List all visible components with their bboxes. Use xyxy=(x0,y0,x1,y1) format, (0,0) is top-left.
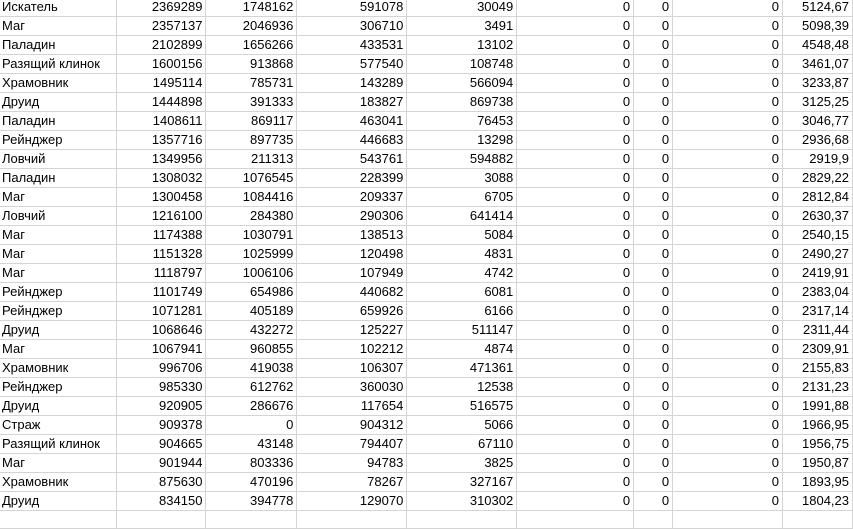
value-cell[interactable]: 1893,95 xyxy=(782,473,852,492)
value-cell[interactable]: 1118797 xyxy=(117,264,206,283)
value-cell[interactable]: 0 xyxy=(634,359,673,378)
value-cell[interactable]: 1216100 xyxy=(117,207,206,226)
value-cell[interactable]: 3233,87 xyxy=(782,74,852,93)
value-cell[interactable]: 0 xyxy=(634,492,673,511)
table-row xyxy=(0,55,853,74)
table-row xyxy=(0,131,853,150)
value-cell[interactable]: 511147 xyxy=(407,321,517,340)
value-cell[interactable]: 1174388 xyxy=(117,226,206,245)
value-cell[interactable]: 0 xyxy=(517,416,634,435)
class-name-cell[interactable]: Паладин xyxy=(0,112,117,131)
value-cell[interactable]: 286676 xyxy=(206,397,297,416)
value-cell[interactable]: 0 xyxy=(517,321,634,340)
value-cell[interactable]: 1956,75 xyxy=(782,435,852,454)
class-name-cell[interactable]: Храмовник xyxy=(0,473,117,492)
value-cell[interactable]: 0 xyxy=(673,492,783,511)
value-cell[interactable]: 0 xyxy=(673,283,783,302)
table-row xyxy=(0,36,853,55)
value-cell[interactable]: 612762 xyxy=(206,378,297,397)
value-cell[interactable]: 2383,04 xyxy=(782,283,852,302)
table-row xyxy=(0,207,853,226)
value-cell[interactable]: 1991,88 xyxy=(782,397,852,416)
value-cell[interactable]: 0 xyxy=(634,131,673,150)
value-cell[interactable]: 0 xyxy=(673,264,783,283)
class-name-cell[interactable]: Маг xyxy=(0,226,117,245)
table-row xyxy=(0,226,853,245)
value-cell[interactable]: 4548,48 xyxy=(782,36,852,55)
value-cell[interactable]: 0 xyxy=(517,36,634,55)
value-cell[interactable]: 0 xyxy=(517,378,634,397)
value-cell[interactable]: 834150 xyxy=(117,492,206,511)
value-cell[interactable]: 2630,37 xyxy=(782,207,852,226)
class-name-cell[interactable]: Друид xyxy=(0,397,117,416)
value-cell[interactable]: 0 xyxy=(517,359,634,378)
value-cell[interactable]: 2829,22 xyxy=(782,169,852,188)
value-cell[interactable]: 1068646 xyxy=(117,321,206,340)
value-cell[interactable]: 12538 xyxy=(407,378,517,397)
value-cell[interactable]: 13298 xyxy=(407,131,517,150)
value-cell[interactable]: 107949 xyxy=(297,264,407,283)
value-cell[interactable]: 108748 xyxy=(407,55,517,74)
value-cell[interactable]: 0 xyxy=(673,245,783,264)
value-cell[interactable]: 6166 xyxy=(407,302,517,321)
value-cell[interactable]: 0 xyxy=(634,340,673,359)
value-cell[interactable] xyxy=(634,511,673,529)
table-row xyxy=(0,511,853,529)
value-cell[interactable] xyxy=(206,511,297,529)
value-cell[interactable]: 2046936 xyxy=(206,17,297,36)
value-cell[interactable]: 785731 xyxy=(206,74,297,93)
value-cell[interactable]: 78267 xyxy=(297,473,407,492)
value-cell[interactable]: 0 xyxy=(517,264,634,283)
value-cell[interactable]: 0 xyxy=(673,0,783,17)
value-cell[interactable]: 654986 xyxy=(206,283,297,302)
value-cell[interactable]: 43148 xyxy=(206,435,297,454)
value-cell[interactable]: 125227 xyxy=(297,321,407,340)
value-cell[interactable]: 360030 xyxy=(297,378,407,397)
value-cell[interactable]: 394778 xyxy=(206,492,297,511)
class-name-cell[interactable]: Маг xyxy=(0,188,117,207)
value-cell[interactable]: 1084416 xyxy=(206,188,297,207)
value-cell[interactable]: 0 xyxy=(673,131,783,150)
value-cell[interactable]: 960855 xyxy=(206,340,297,359)
table-row xyxy=(0,112,853,131)
value-cell[interactable]: 117654 xyxy=(297,397,407,416)
value-cell[interactable]: 659926 xyxy=(297,302,407,321)
value-cell[interactable]: 94783 xyxy=(297,454,407,473)
value-cell[interactable]: 0 xyxy=(517,188,634,207)
value-cell[interactable]: 794407 xyxy=(297,435,407,454)
value-cell[interactable]: 5098,39 xyxy=(782,17,852,36)
value-cell[interactable]: 2419,91 xyxy=(782,264,852,283)
value-cell[interactable]: 0 xyxy=(673,36,783,55)
class-name-cell[interactable]: Разящий клинок xyxy=(0,55,117,74)
value-cell[interactable]: 0 xyxy=(517,226,634,245)
value-cell[interactable]: 0 xyxy=(517,169,634,188)
value-cell[interactable]: 3046,77 xyxy=(782,112,852,131)
class-name-cell[interactable]: Маг xyxy=(0,340,117,359)
value-cell[interactable]: 306710 xyxy=(297,17,407,36)
value-cell[interactable]: 641414 xyxy=(407,207,517,226)
value-cell[interactable]: 0 xyxy=(634,416,673,435)
value-cell[interactable]: 1025999 xyxy=(206,245,297,264)
value-cell[interactable]: 0 xyxy=(634,150,673,169)
value-cell[interactable]: 0 xyxy=(673,397,783,416)
class-name-cell[interactable]: Рейнджер xyxy=(0,302,117,321)
value-cell[interactable]: 4742 xyxy=(407,264,517,283)
class-name-cell[interactable]: Паладин xyxy=(0,169,117,188)
value-cell[interactable]: 290306 xyxy=(297,207,407,226)
value-cell[interactable]: 4831 xyxy=(407,245,517,264)
value-cell[interactable]: 1966,95 xyxy=(782,416,852,435)
value-cell[interactable]: 0 xyxy=(517,207,634,226)
value-cell[interactable]: 909378 xyxy=(117,416,206,435)
value-cell[interactable]: 0 xyxy=(673,207,783,226)
value-cell[interactable]: 2812,84 xyxy=(782,188,852,207)
class-name-cell[interactable]: Храмовник xyxy=(0,359,117,378)
value-cell[interactable]: 0 xyxy=(517,473,634,492)
table-row xyxy=(0,74,853,93)
value-cell[interactable]: 0 xyxy=(517,112,634,131)
value-cell[interactable]: 0 xyxy=(517,74,634,93)
value-cell[interactable]: 0 xyxy=(517,492,634,511)
value-cell[interactable]: 594882 xyxy=(407,150,517,169)
value-cell[interactable]: 0 xyxy=(673,112,783,131)
value-cell[interactable]: 591078 xyxy=(297,0,407,17)
class-name-cell[interactable]: Друид xyxy=(0,492,117,511)
value-cell[interactable]: 0 xyxy=(634,55,673,74)
value-cell[interactable]: 1071281 xyxy=(117,302,206,321)
value-cell[interactable]: 0 xyxy=(634,169,673,188)
value-cell[interactable]: 5066 xyxy=(407,416,517,435)
value-cell[interactable]: 0 xyxy=(634,207,673,226)
class-name-cell[interactable]: Маг xyxy=(0,17,117,36)
value-cell[interactable]: 2936,68 xyxy=(782,131,852,150)
value-cell[interactable] xyxy=(117,511,206,529)
value-cell[interactable]: 405189 xyxy=(206,302,297,321)
value-cell[interactable]: 0 xyxy=(673,188,783,207)
value-cell[interactable]: 0 xyxy=(517,55,634,74)
value-cell[interactable]: 901944 xyxy=(117,454,206,473)
value-cell[interactable]: 1444898 xyxy=(117,93,206,112)
table-row xyxy=(0,283,853,302)
value-cell[interactable]: 0 xyxy=(634,397,673,416)
table-row xyxy=(0,397,853,416)
class-name-cell[interactable]: Ловчий xyxy=(0,207,117,226)
value-cell[interactable]: 0 xyxy=(673,473,783,492)
value-cell[interactable]: 0 xyxy=(673,302,783,321)
value-cell[interactable]: 0 xyxy=(517,435,634,454)
table-row xyxy=(0,454,853,473)
value-cell[interactable]: 2357137 xyxy=(117,17,206,36)
class-name-cell[interactable] xyxy=(0,511,117,529)
value-cell[interactable]: 0 xyxy=(673,435,783,454)
table-row xyxy=(0,188,853,207)
value-cell[interactable]: 183827 xyxy=(297,93,407,112)
value-cell[interactable]: 1308032 xyxy=(117,169,206,188)
value-cell[interactable]: 913868 xyxy=(206,55,297,74)
value-cell[interactable]: 143289 xyxy=(297,74,407,93)
value-cell[interactable]: 1076545 xyxy=(206,169,297,188)
value-cell[interactable]: 0 xyxy=(673,17,783,36)
value-cell[interactable]: 0 xyxy=(517,131,634,150)
table-row xyxy=(0,340,853,359)
value-cell[interactable]: 0 xyxy=(634,36,673,55)
value-cell[interactable]: 129070 xyxy=(297,492,407,511)
value-cell[interactable]: 875630 xyxy=(117,473,206,492)
value-cell[interactable]: 3461,07 xyxy=(782,55,852,74)
value-cell[interactable]: 471361 xyxy=(407,359,517,378)
value-cell[interactable]: 106307 xyxy=(297,359,407,378)
value-cell[interactable]: 446683 xyxy=(297,131,407,150)
value-cell[interactable]: 1101749 xyxy=(117,283,206,302)
table-row xyxy=(0,264,853,283)
value-cell[interactable]: 0 xyxy=(517,454,634,473)
value-cell[interactable]: 0 xyxy=(517,0,634,17)
value-cell[interactable]: 1357716 xyxy=(117,131,206,150)
value-cell[interactable]: 1349956 xyxy=(117,150,206,169)
table-row xyxy=(0,17,853,36)
value-cell[interactable]: 2311,44 xyxy=(782,321,852,340)
value-cell[interactable]: 1030791 xyxy=(206,226,297,245)
value-cell[interactable]: 904665 xyxy=(117,435,206,454)
value-cell[interactable]: 2155,83 xyxy=(782,359,852,378)
value-cell[interactable]: 577540 xyxy=(297,55,407,74)
value-cell[interactable] xyxy=(673,511,783,529)
value-cell[interactable]: 1748162 xyxy=(206,0,297,17)
table-row xyxy=(0,359,853,378)
class-name-cell[interactable]: Рейнджер xyxy=(0,131,117,150)
value-cell[interactable]: 1067941 xyxy=(117,340,206,359)
class-name-cell[interactable]: Ловчий xyxy=(0,150,117,169)
value-cell[interactable]: 0 xyxy=(673,321,783,340)
class-name-cell[interactable]: Друид xyxy=(0,321,117,340)
table-row xyxy=(0,473,853,492)
table-row xyxy=(0,169,853,188)
value-cell[interactable]: 120498 xyxy=(297,245,407,264)
value-cell[interactable]: 0 xyxy=(517,302,634,321)
value-cell[interactable]: 440682 xyxy=(297,283,407,302)
value-cell[interactable]: 211313 xyxy=(206,150,297,169)
class-name-cell[interactable]: Страж xyxy=(0,416,117,435)
table-row xyxy=(0,492,853,511)
class-name-cell[interactable]: Маг xyxy=(0,245,117,264)
value-cell[interactable]: 6705 xyxy=(407,188,517,207)
value-cell[interactable]: 2131,23 xyxy=(782,378,852,397)
class-name-cell[interactable]: Маг xyxy=(0,454,117,473)
value-cell[interactable]: 566094 xyxy=(407,74,517,93)
value-cell[interactable]: 0 xyxy=(634,435,673,454)
value-cell[interactable]: 0 xyxy=(673,150,783,169)
value-cell[interactable]: 2309,91 xyxy=(782,340,852,359)
value-cell[interactable]: 0 xyxy=(673,74,783,93)
value-cell[interactable]: 0 xyxy=(517,245,634,264)
value-cell[interactable]: 0 xyxy=(634,74,673,93)
value-cell[interactable]: 0 xyxy=(634,454,673,473)
class-name-cell[interactable]: Паладин xyxy=(0,36,117,55)
value-cell[interactable]: 1950,87 xyxy=(782,454,852,473)
value-cell[interactable]: 209337 xyxy=(297,188,407,207)
value-cell[interactable]: 327167 xyxy=(407,473,517,492)
value-cell[interactable]: 0 xyxy=(634,17,673,36)
value-cell[interactable]: 0 xyxy=(634,321,673,340)
value-cell[interactable]: 0 xyxy=(517,283,634,302)
value-cell[interactable]: 0 xyxy=(673,378,783,397)
value-cell[interactable]: 0 xyxy=(634,378,673,397)
value-cell[interactable]: 1300458 xyxy=(117,188,206,207)
value-cell[interactable] xyxy=(517,511,634,529)
class-name-cell[interactable]: Рейнджер xyxy=(0,283,117,302)
value-cell[interactable]: 0 xyxy=(673,93,783,112)
value-cell[interactable]: 803336 xyxy=(206,454,297,473)
table-row xyxy=(0,302,853,321)
value-cell[interactable]: 4874 xyxy=(407,340,517,359)
value-cell[interactable]: 0 xyxy=(517,340,634,359)
value-cell[interactable]: 0 xyxy=(673,359,783,378)
value-cell[interactable]: 310302 xyxy=(407,492,517,511)
value-cell[interactable]: 138513 xyxy=(297,226,407,245)
value-cell[interactable]: 5084 xyxy=(407,226,517,245)
table-row xyxy=(0,150,853,169)
table-row xyxy=(0,378,853,397)
value-cell[interactable]: 0 xyxy=(517,397,634,416)
value-cell[interactable]: 284380 xyxy=(206,207,297,226)
value-cell[interactable]: 1151328 xyxy=(117,245,206,264)
value-cell[interactable]: 0 xyxy=(634,264,673,283)
value-cell[interactable]: 76453 xyxy=(407,112,517,131)
value-cell[interactable]: 0 xyxy=(634,245,673,264)
value-cell[interactable]: 2102899 xyxy=(117,36,206,55)
value-cell[interactable]: 0 xyxy=(673,169,783,188)
value-cell[interactable]: 0 xyxy=(634,112,673,131)
value-cell[interactable]: 996706 xyxy=(117,359,206,378)
class-name-cell[interactable]: Храмовник xyxy=(0,74,117,93)
value-cell[interactable]: 985330 xyxy=(117,378,206,397)
value-cell[interactable]: 1600156 xyxy=(117,55,206,74)
value-cell[interactable]: 920905 xyxy=(117,397,206,416)
value-cell[interactable]: 1495114 xyxy=(117,74,206,93)
value-cell[interactable]: 463041 xyxy=(297,112,407,131)
value-cell[interactable]: 0 xyxy=(673,454,783,473)
value-cell[interactable]: 1408611 xyxy=(117,112,206,131)
class-name-cell[interactable]: Разящий клинок xyxy=(0,435,117,454)
table-row xyxy=(0,416,853,435)
value-cell[interactable]: 432272 xyxy=(206,321,297,340)
value-cell[interactable]: 470196 xyxy=(206,473,297,492)
value-cell[interactable]: 0 xyxy=(517,150,634,169)
value-cell[interactable]: 1804,23 xyxy=(782,492,852,511)
value-cell[interactable] xyxy=(407,511,517,529)
value-cell[interactable]: 516575 xyxy=(407,397,517,416)
value-cell[interactable]: 0 xyxy=(634,93,673,112)
class-name-cell[interactable]: Маг xyxy=(0,264,117,283)
value-cell[interactable]: 904312 xyxy=(297,416,407,435)
value-cell[interactable]: 0 xyxy=(634,226,673,245)
value-cell[interactable]: 13102 xyxy=(407,36,517,55)
value-cell[interactable]: 0 xyxy=(634,302,673,321)
value-cell[interactable]: 0 xyxy=(673,340,783,359)
value-cell[interactable]: 2490,27 xyxy=(782,245,852,264)
value-cell[interactable]: 0 xyxy=(634,283,673,302)
value-cell[interactable]: 3088 xyxy=(407,169,517,188)
value-cell[interactable]: 0 xyxy=(673,226,783,245)
table-row xyxy=(0,245,853,264)
value-cell[interactable]: 543761 xyxy=(297,150,407,169)
value-cell[interactable]: 0 xyxy=(517,17,634,36)
table-row xyxy=(0,0,853,17)
value-cell[interactable]: 3491 xyxy=(407,17,517,36)
value-cell[interactable]: 897735 xyxy=(206,131,297,150)
value-cell[interactable]: 0 xyxy=(634,0,673,17)
value-cell[interactable]: 5124,67 xyxy=(782,0,852,17)
value-cell[interactable]: 1656266 xyxy=(206,36,297,55)
table-row xyxy=(0,93,853,112)
class-name-cell[interactable]: Рейнджер xyxy=(0,378,117,397)
value-cell[interactable]: 30049 xyxy=(407,0,517,17)
value-cell[interactable]: 0 xyxy=(634,188,673,207)
table-row xyxy=(0,321,853,340)
value-cell[interactable]: 228399 xyxy=(297,169,407,188)
value-cell[interactable]: 3825 xyxy=(407,454,517,473)
table-row xyxy=(0,435,853,454)
value-cell[interactable]: 0 xyxy=(517,93,634,112)
value-cell[interactable] xyxy=(297,511,407,529)
value-cell[interactable]: 869738 xyxy=(407,93,517,112)
value-cell[interactable]: 0 xyxy=(673,55,783,74)
value-cell[interactable]: 869117 xyxy=(206,112,297,131)
value-cell[interactable]: 2540,15 xyxy=(782,226,852,245)
class-name-cell[interactable]: Друид xyxy=(0,93,117,112)
value-cell[interactable]: 102212 xyxy=(297,340,407,359)
value-cell[interactable]: 391333 xyxy=(206,93,297,112)
value-cell[interactable]: 419038 xyxy=(206,359,297,378)
class-name-cell[interactable]: Искатель xyxy=(0,0,117,17)
value-cell[interactable]: 2317,14 xyxy=(782,302,852,321)
value-cell[interactable]: 433531 xyxy=(297,36,407,55)
value-cell[interactable]: 67110 xyxy=(407,435,517,454)
value-cell[interactable]: 1006106 xyxy=(206,264,297,283)
value-cell[interactable]: 0 xyxy=(206,416,297,435)
value-cell[interactable] xyxy=(782,511,852,529)
value-cell[interactable]: 6081 xyxy=(407,283,517,302)
value-cell[interactable]: 2919,9 xyxy=(782,150,852,169)
value-cell[interactable]: 0 xyxy=(673,416,783,435)
value-cell[interactable]: 0 xyxy=(634,473,673,492)
value-cell[interactable]: 3125,25 xyxy=(782,93,852,112)
value-cell[interactable]: 2369289 xyxy=(117,0,206,17)
